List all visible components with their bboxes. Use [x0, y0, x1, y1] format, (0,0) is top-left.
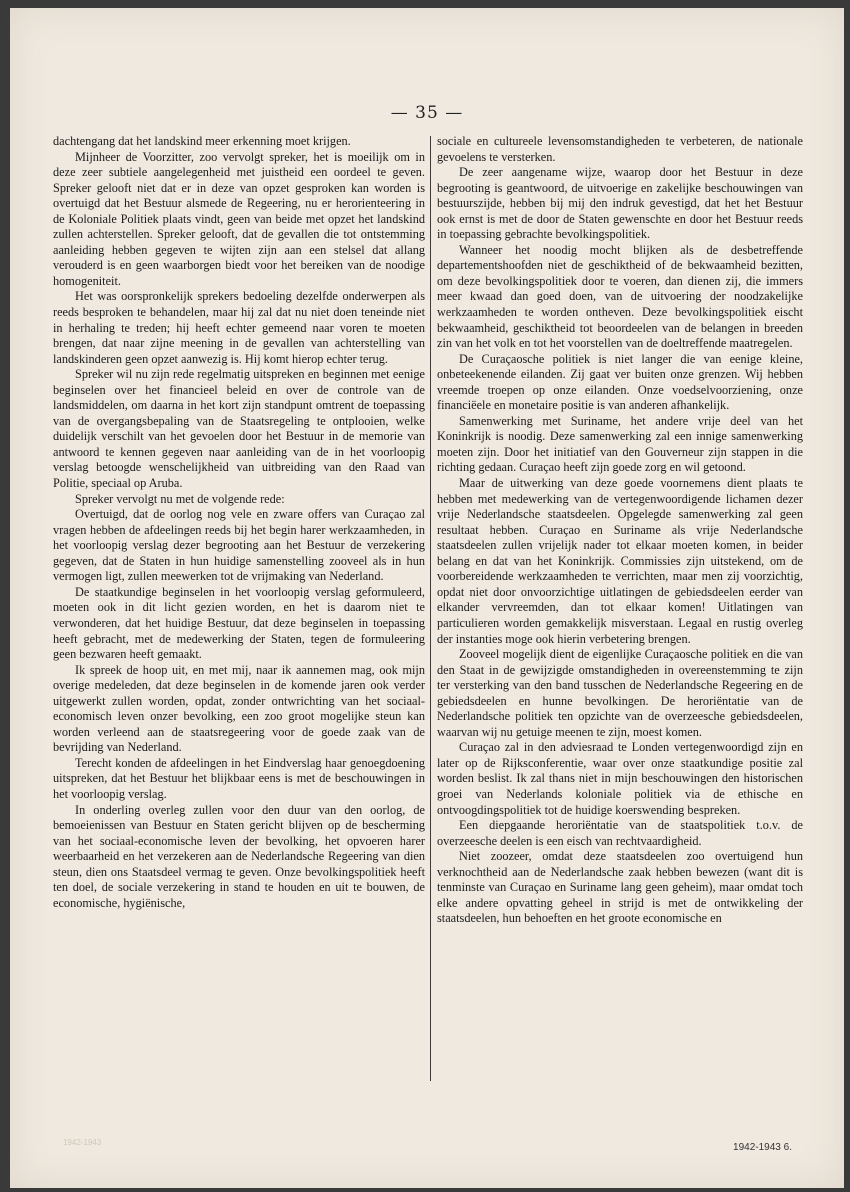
paragraph: Niet zoozeer, omdat deze staatsdeelen zoo overtuigend hun verknochtheid aan de Nederlandsche zaak hebben bewezen (want dit is tenminste van Curaçao en Suriname lang geen geheim), maar omdat toch elke andere opvatting geheel in strijd is met de ontwikkeling der staatsdeelen, hun behoeften en het groote economische en — [437, 849, 803, 926]
paragraph: Terecht konden de afdeelingen in het Eindverslag haar genoegdoening uitspreken, dat het Bestuur het blijkbaar eens is met de beschouwingen in het voorloopig verslag. — [53, 755, 425, 801]
paragraph: Maar de uitwerking van deze goede voornemens dient plaats te hebben met medewerking van de vertegenwoordigende lichamen dezer vrije Nederlandsche staatsdeelen. Opgelegde samenwerking zal geen resultaat hebben. Curaçao en Suriname als vrije Nederlandsche staatsdeelen zullen vrijelijk nader tot elkaar moeten komen, in beider belang en dat van het Koninkrijk. Commissies zijn uitstekend, om de voorbereidende werkzaamheden te verrichten, maar men zij voorzichtig, opdat niet door onvoorzichtige uitlatingen de gebiedsdeelen eerder van elkander vervreemden, dan tot elkaar komen! Uitlatingen van particulieren worden gemakkelijk misverstaan. Legaal en rustig overleg der instanties moge ook hierin verbetering brengen. — [437, 476, 803, 646]
paragraph: Spreker vervolgt nu met de volgende rede: — [75, 491, 285, 506]
document-page — [10, 8, 844, 1188]
footer-signature: 1942-1943 6. — [733, 1142, 792, 1153]
paragraph: Spreker wil nu zijn rede regelmatig uitspreken en beginnen met eenige beginselen over het financieel beleid en over de controle van de landsmiddelen, om daarna in het kort zijn standpunt omtrent de toepassing van de overgangsbepaling van de Staatsregeling te ontplooien, welke duidelijk verschilt van het gevoelen door het Bestuur in de memorie van antwoord te kennen gegeven naar aanleiding van de in het voorloopig verslag betoogde wenschelijkheid van uitbreiding van den Raad van Politie, speciaal op Aruba. — [53, 367, 425, 491]
column-divider — [430, 136, 431, 1081]
bleed-through-mark: 1942-1943 — [63, 1138, 102, 1147]
paragraph: De staatkundige beginselen in het voorloopig verslag geformuleerd, moeten ook in dit licht gezien worden, en het is daarom niet te verwonderen, dat het huidige Bestuur, dat deze beginselen in toepassing heeft gebracht, met de medewerking der Staten, tegen de formuleering geen bezwaren heeft gemaakt. — [53, 584, 425, 662]
page-number: — 35 — — [390, 103, 464, 123]
right-column — [437, 134, 803, 927]
paragraph: dachtengang dat het landskind meer erkenning moet krijgen. — [53, 134, 351, 148]
paragraph: Wanneer het noodig mocht blijken als de desbetreffende departementshoofden niet de geschiktheid of de bekwaamheid bezitten, om deze bevolkingspolitiek door te voeren, dan dienen zij, die immers meer kwaad dan goed doen, van de uitvoering der noodzakelijke werkzaamheden te worden ontheven. Deze bevolkingspolitiek eischt bekwaamheid, geschiktheid tot beoordeelen van de belangen in breeden zin van het volk en tot het voorstellen van de doeltreffende maatregelen. — [437, 242, 803, 351]
paragraph: In onderling overleg zullen voor den duur van den oorlog, de bemoeienissen van Bestuur en Staten gericht blijven op de bescherming van het sociaal-economische leven der bevolking, het opvoeren harer weerbaarheid en het verzekeren aan de Nederlandsche Regeering van dien steun, dien ons Staatsdeel vermag te geven. Onze bevolkingspolitiek heeft ten doel, de sociale verzekering in stand te houden en uit te bouwen, de economische, hygiënische, — [53, 802, 425, 910]
paragraph: sociale en cultureele levensomstandigheden te verbeteren, de nationale gevoelens te versterken. — [437, 134, 803, 164]
paragraph: Zooveel mogelijk dient de eigenlijke Curaçaosche politiek en die van den Staat in de gewijzigde omstandigheden in overeenstemming te zijn ter versterking van den band tusschen de Nederlandsche Regeering en de gebiedsdeelen en hunne bevolkingen. De heroriëntatie van de Nederlandsche politiek ten opzichte van de overzeesche gebiedsdeelen, waarvan wij nu getuige meenen te zijn, moest komen. — [437, 647, 803, 739]
paragraph: Ik spreek de hoop uit, en met mij, naar ik aannemen mag, ook mijn overige medeleden, dat deze beginselen in de komende jaren ook verder uitgewerkt zullen worden, opdat, zonder ontwrichting van het sociaal-economisch leven onzer bevolking, een zoo groot mogelijke steun kan worden verleend aan de staatsregeering voor de goede zaak van de bevrijding van Nederland. — [53, 662, 425, 755]
paragraph: De zeer aangename wijze, waarop door het Bestuur in deze begrooting is geantwoord, de uitvoerige en zakelijke beschouwingen van bestuurszijde, hebben bij mij den indruk gevestigd, dat het het Bestuur ook ernst is met de door de Staten gewenschte en door het Bestuur reeds in toepassing gebrachte bevolkingspolitiek. — [437, 165, 803, 242]
paragraph: Een diepgaande heroriëntatie van de staatspolitiek t.o.v. de overzeesche deelen is een eisch van rechtvaardigheid. — [437, 818, 803, 848]
paragraph: Het was oorspronkelijk sprekers bedoeling dezelfde onderwerpen als reeds besproken te behandelen, maar hij zal dat nu niet doen teneinde niet in herhaling te treden; hij heeft echter gemeend naar voren te moeten brengen, dat naar zijne meening in de gevallen van achterstelling van landskinderen geen opzet aanwezig is. Hij komt hierop echter terug. — [53, 289, 425, 366]
paragraph: Samenwerking met Suriname, het andere vrije deel van het Koninkrijk is noodig. Deze samenwerking zal een innige samenwerking moeten zijn. Door het initiatief van den Gouverneur zijn stappen in die richting gedaan. Curaçao heeft zijn goede zorg en wil getoond. — [437, 413, 803, 475]
left-column — [53, 134, 425, 911]
paragraph: Curaçao zal in den adviesraad te Londen vertegenwoordigd zijn en later op de Rijksconferentie, waar over onze staatkundige positie zal worden beslist. Ik zal thans niet in mijn beschouwingen den historischen groei van Nederlands koloniale politiek via de ethische en ontvoogdingspolitiek tot de huidige koerswending bespreken. — [437, 740, 803, 817]
paragraph: Overtuigd, dat de oorlog nog vele en zware offers van Curaçao zal vragen hebben de afdeelingen reeds bij het begin harer werkzaamheden, in het voorloopig verslag dezer begrooting aan het Bestuur de verzekering gegeven, dat de Staten in hun huidige samenstelling zooveel als in hun vermogen ligt, zullen meewerken tot de vrijmaking van Nederland. — [53, 507, 425, 584]
paragraph: De Curaçaosche politiek is niet langer die van eenige kleine, onbeteekenende eilanden. Zij gaat ver buiten onze grenzen. Wij hebben vreemde troepen op onze eilanden. Onze voedselvoorziening, onze financiëele en monetaire positie is van anderen afhankelijk. — [437, 351, 803, 413]
paragraph: Mijnheer de Voorzitter, zoo vervolgt spreker, het is moeilijk om in deze zeer subtiele aangelegenheid met juistheid een oordeel te geven. Spreker gelooft niet dat er in deze van opzet gesproken kan worden is overtuigd dat het Bestuur alsmede de Regeering, nu er herorienteering in de Koloniale Politiek plaats vindt, geen van beide met opzet het landskind zullen achterstellen. Spreker gelooft, dat de gevallen die tot ontstemming aanleiding hebben gegeven te wijten zijn aan een stelsel dat allang verouderd is en geen waarborgen biedt voor het bereiken van de noodige homogeniteit. — [53, 149, 425, 288]
